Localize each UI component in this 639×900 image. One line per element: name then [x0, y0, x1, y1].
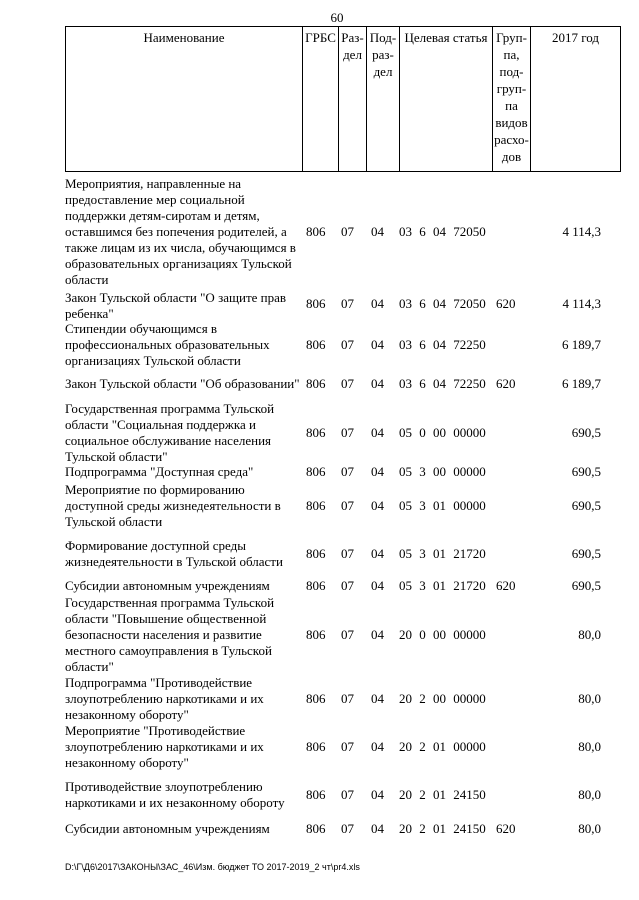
row-name: Мероприятие по формированию доступной среды жизнедеятельности в Тульской области [65, 482, 281, 529]
row-podrazdel: 04 [371, 498, 384, 513]
table-header [65, 26, 621, 172]
row-name: Формирование доступной среды жизнедеятельности в Тульской области [65, 538, 283, 569]
row-razdel: 07 [341, 296, 354, 311]
row-razdel: 07 [341, 691, 354, 706]
header-year: 2017 год [530, 27, 620, 171]
row-amount: 6 189,7 [562, 376, 601, 391]
row-target: 20 2 01 00000 [399, 739, 486, 754]
row-amount: 4 114,3 [562, 224, 601, 239]
row-amount: 80,0 [578, 821, 601, 836]
row-grbs: 806 [306, 691, 326, 706]
row-podrazdel: 04 [371, 376, 384, 391]
row-group: 620 [496, 578, 516, 593]
row-razdel: 07 [341, 337, 354, 352]
row-target: 03 6 04 72050 [399, 224, 486, 239]
row-target: 20 0 00 00000 [399, 627, 486, 642]
row-podrazdel: 04 [371, 425, 384, 440]
row-amount: 690,5 [571, 498, 601, 513]
row-target: 03 6 04 72250 [399, 337, 486, 352]
header-group: Груп- па, под- груп- па видов расхо- дов [492, 27, 530, 171]
row-target: 05 3 00 00000 [399, 464, 486, 479]
row-podrazdel: 04 [371, 224, 384, 239]
row-grbs: 806 [306, 739, 326, 754]
row-name: Государственная программа Тульской области "Повышение общественной безопасности населения и развитие местного самоуправления в Тульской области" [65, 595, 275, 674]
row-amount: 690,5 [571, 546, 601, 561]
page-number: 60 [330, 10, 344, 25]
row-target: 05 3 01 21720 [399, 546, 486, 561]
row-name: Стипендии обучающимся в профессиональных образовательных организациях Тульской области [65, 321, 270, 368]
row-podrazdel: 04 [371, 464, 384, 479]
row-grbs: 806 [306, 337, 326, 352]
row-group: 620 [496, 376, 516, 391]
header-grbs: ГРБС [302, 27, 338, 171]
row-amount: 80,0 [578, 627, 601, 642]
row-target: 20 2 01 24150 [399, 821, 486, 836]
row-name: Закон Тульской области "Об образовании" [65, 376, 300, 391]
row-grbs: 806 [306, 546, 326, 561]
row-razdel: 07 [341, 425, 354, 440]
row-name: Подпрограмма "Доступная среда" [65, 464, 254, 479]
row-grbs: 806 [306, 376, 326, 391]
row-group: 620 [496, 296, 516, 311]
row-name: Государственная программа Тульской области "Социальная поддержка и социальное обслуживание населения Тульской области" [65, 401, 275, 464]
row-razdel: 07 [341, 627, 354, 642]
row-razdel: 07 [341, 739, 354, 754]
row-podrazdel: 04 [371, 627, 384, 642]
row-podrazdel: 04 [371, 739, 384, 754]
row-podrazdel: 04 [371, 787, 384, 802]
row-name: Мероприятие "Противодействие злоупотреблению наркотиками и их незаконному обороту" [65, 723, 264, 770]
row-amount: 80,0 [578, 787, 601, 802]
row-grbs: 806 [306, 787, 326, 802]
row-target: 05 3 01 21720 [399, 578, 486, 593]
row-podrazdel: 04 [371, 578, 384, 593]
row-target: 20 2 00 00000 [399, 691, 486, 706]
row-razdel: 07 [341, 546, 354, 561]
row-grbs: 806 [306, 464, 326, 479]
row-razdel: 07 [341, 224, 354, 239]
row-target: 05 3 01 00000 [399, 498, 486, 513]
header-target: Целевая статья [399, 27, 492, 171]
row-amount: 6 189,7 [562, 337, 601, 352]
row-razdel: 07 [341, 787, 354, 802]
row-grbs: 806 [306, 296, 326, 311]
row-razdel: 07 [341, 498, 354, 513]
row-target: 05 0 00 00000 [399, 425, 486, 440]
row-grbs: 806 [306, 821, 326, 836]
row-target: 03 6 04 72250 [399, 376, 486, 391]
row-podrazdel: 04 [371, 337, 384, 352]
row-target: 20 2 01 24150 [399, 787, 486, 802]
header-razdel: Раз- дел [338, 27, 366, 171]
row-razdel: 07 [341, 578, 354, 593]
row-podrazdel: 04 [371, 691, 384, 706]
row-name: Субсидии автономным учреждениям [65, 821, 270, 836]
row-grbs: 806 [306, 578, 326, 593]
row-grbs: 806 [306, 627, 326, 642]
row-amount: 80,0 [578, 739, 601, 754]
row-grbs: 806 [306, 425, 326, 440]
row-name: Противодействие злоупотреблению наркотиками и их незаконному обороту [65, 779, 285, 810]
row-name: Субсидии автономным учреждениям [65, 578, 270, 593]
row-amount: 80,0 [578, 691, 601, 706]
header-name: Наименование [143, 30, 225, 45]
row-amount: 4 114,3 [562, 296, 601, 311]
row-podrazdel: 04 [371, 296, 384, 311]
file-path-footer: D:\Г\Д6\2017\ЗАКОНЫ\ЗАС_46\Изм. бюджет ТО 2017-2019_2 чт\pr4.xls [65, 862, 360, 872]
row-grbs: 806 [306, 498, 326, 513]
row-target: 03 6 04 72050 [399, 296, 486, 311]
header-podrazdel: Под- раз- дел [366, 27, 399, 171]
row-razdel: 07 [341, 376, 354, 391]
row-name: Подпрограмма "Противодействие злоупотреблению наркотиками и их незаконному обороту" [65, 675, 264, 722]
row-podrazdel: 04 [371, 546, 384, 561]
row-grbs: 806 [306, 224, 326, 239]
row-podrazdel: 04 [371, 821, 384, 836]
row-name: Мероприятия, направленные на предоставление мер социальной поддержки детям-сиротам и детям, оставшимся без попечения родителей, а также лицам из их числа, обучающимся в образовательных организациях Тульской области [65, 176, 296, 287]
row-razdel: 07 [341, 821, 354, 836]
row-amount: 690,5 [571, 464, 601, 479]
row-amount: 690,5 [571, 425, 601, 440]
row-group: 620 [496, 821, 516, 836]
row-razdel: 07 [341, 464, 354, 479]
row-name: Закон Тульской области "О защите прав ребенка" [65, 290, 287, 321]
row-amount: 690,5 [571, 578, 601, 593]
